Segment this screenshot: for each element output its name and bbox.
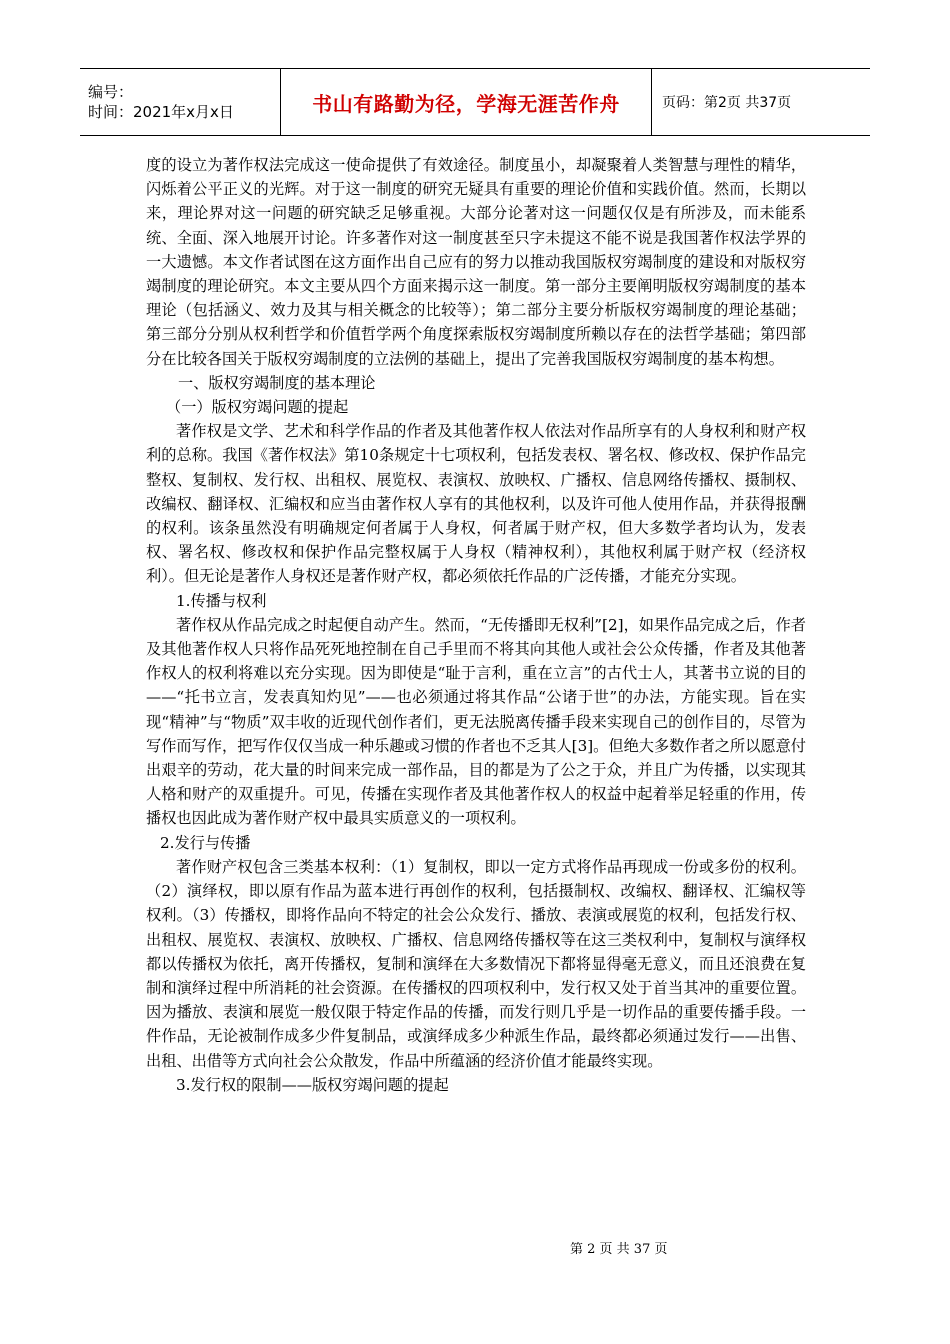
paragraph-intro: 度的设立为著作权法完成这一使命提供了有效途径。制度虽小，却凝聚着人类智慧与理性的精华，闪烁着公平正义的光辉。对于这一制度的研究无疑具有重要的理论价值和实践价值。然而，长期以来，理论界对这一问题的研究缺乏足够重视。大部分论著对这一问题仅仅是有所涉及，而未能系统、全面、深入地展开讨论。许多著作对这一制度甚至只字未提这不能不说是我国著作权法学界的一大遗憾。本文作者试图在这方面作出自己应有的努力以推动我国版权穷竭制度的建设和对版权穷竭制度的理论研究。本文主要从四个方面来揭示这一制度。第一部分主要阐明版权穷竭制度的基本理论（包括涵义、效力及其与相关概念的比较等）；第二部分主要分析版权穷竭制度的理论基础；第三部分分别从权利哲学和价值哲学两个角度探索版权穷竭制度所赖以存在的法哲学基础；第四部分在比较各国关于版权穷竭制度的立法例的基础上，提出了完善我国版权穷竭制度的基本构想。 [146,156,806,368]
section-heading: 一、版权穷竭制度的基本理论 [178,373,376,392]
subsection-heading: （一）版权穷竭问题的提起 [166,398,349,417]
subsubsection-heading: 3.发行权的限制——版权穷竭问题的提起 [176,1075,449,1094]
page-header [80,68,870,136]
document-date: 时间：2021年x月x日 [88,103,234,121]
header-page-info [652,69,870,135]
page-info-text: 页码：第2页 共37页 [662,95,792,111]
document-number-label: 编号： [88,83,134,101]
document-body [146,153,806,1097]
paragraph: 著作权从作品完成之时起便自动产生。然而，“无传播即无权利”[2]，如果作品完成之后，作者及其他著作权人只将作品死死地控制在自己手里而不将其向其他人或社会公众传播，作者及其他著作权人的权利将难以充分实现。因为即使是“耻于言利，重在立言”的古代士人，其著书立说的目的——“托书立言，发表真知灼见”——也必须通过将其作品“公诸于世”的办法，方能实现。旨在实现“精神”与“物质”双丰收的近现代创作者们，更无法脱离传播手段来实现自己的创作目的，尽管为写作而写作，把写作仅仅当成一种乐趣或习惯的作者也不乏其人[3]。但绝大多数作者之所以愿意付出艰辛的劳动，花大量的时间来完成一部作品，目的都是为了公之于众，并且广为传播，以实现其人格和财产的双重提升。可见，传播在实现作者及其他著作权人的权益中起着举足轻重的作用，传播权也因此成为著作财产权中最具实质意义的一项权利。 [146,615,806,828]
header-motto-cell [280,69,652,135]
page-footer: 第 2 页 共 37 页 [570,1242,668,1257]
header-motto: 书山有路勤为径，学海无涯苦作舟 [312,91,620,116]
paragraph: 著作财产权包含三类基本权利：（1）复制权，即以一定方式将作品再现成一份或多份的权利。（2）演绎权，即以原有作品为蓝本进行再创作的权利，包括摄制权、改编权、翻译权、汇编权等权利。（3）传播权，即将作品向不特定的社会公众发行、播放、表演或展览的权利，包括发行权、出租权、展览权、表演权、放映权、广播权、信息网络传播权等在这三类权利中，复制权与演绎权都以传播权为依托，离开传播权，复制和演绎在大多数情况下都将显得毫无意义，而且还浪费在复制和演绎过程中所消耗的社会资源。在传播权的四项权利中，发行权又处于首当其冲的重要位置。因为播放、表演和展览一般仅限于特定作品的传播，而发行则几乎是一切作品的重要传播手段。一件作品，无论被制作成多少件复制品，或演绎成多少种派生作品，最终都必须通过发行——出售、出租、出借等方式向社会公众散发，作品中所蕴涵的经济价值才能最终实现。 [146,857,806,1070]
subsubsection-heading: 1.传播与权利 [176,591,267,610]
header-meta [80,69,280,135]
paragraph: 著作权是文学、艺术和科学作品的作者及其他著作权人依法对作品所享有的人身权利和财产权利的总称。我国《著作权法》第10条规定十七项权利，包括发表权、署名权、修改权、保护作品完整权、复制权、发行权、出租权、展览权、表演权、放映权、广播权、信息网络传播权、摄制权、改编权、翻译权、汇编权和应当由著作权人享有的其他权利，以及许可他人使用作品，并获得报酬的权利。该条虽然没有明确规定何者属于人身权，何者属于财产权，但大多数学者均认为，发表权、署名权、修改权和保护作品完整权属于人身权（精神权利），其他权利属于财产权（经济权利）。但无论是著作人身权还是著作财产权，都必须依托作品的广泛传播，才能充分实现。 [146,422,806,586]
subsubsection-heading: 2.发行与传播 [160,833,251,852]
